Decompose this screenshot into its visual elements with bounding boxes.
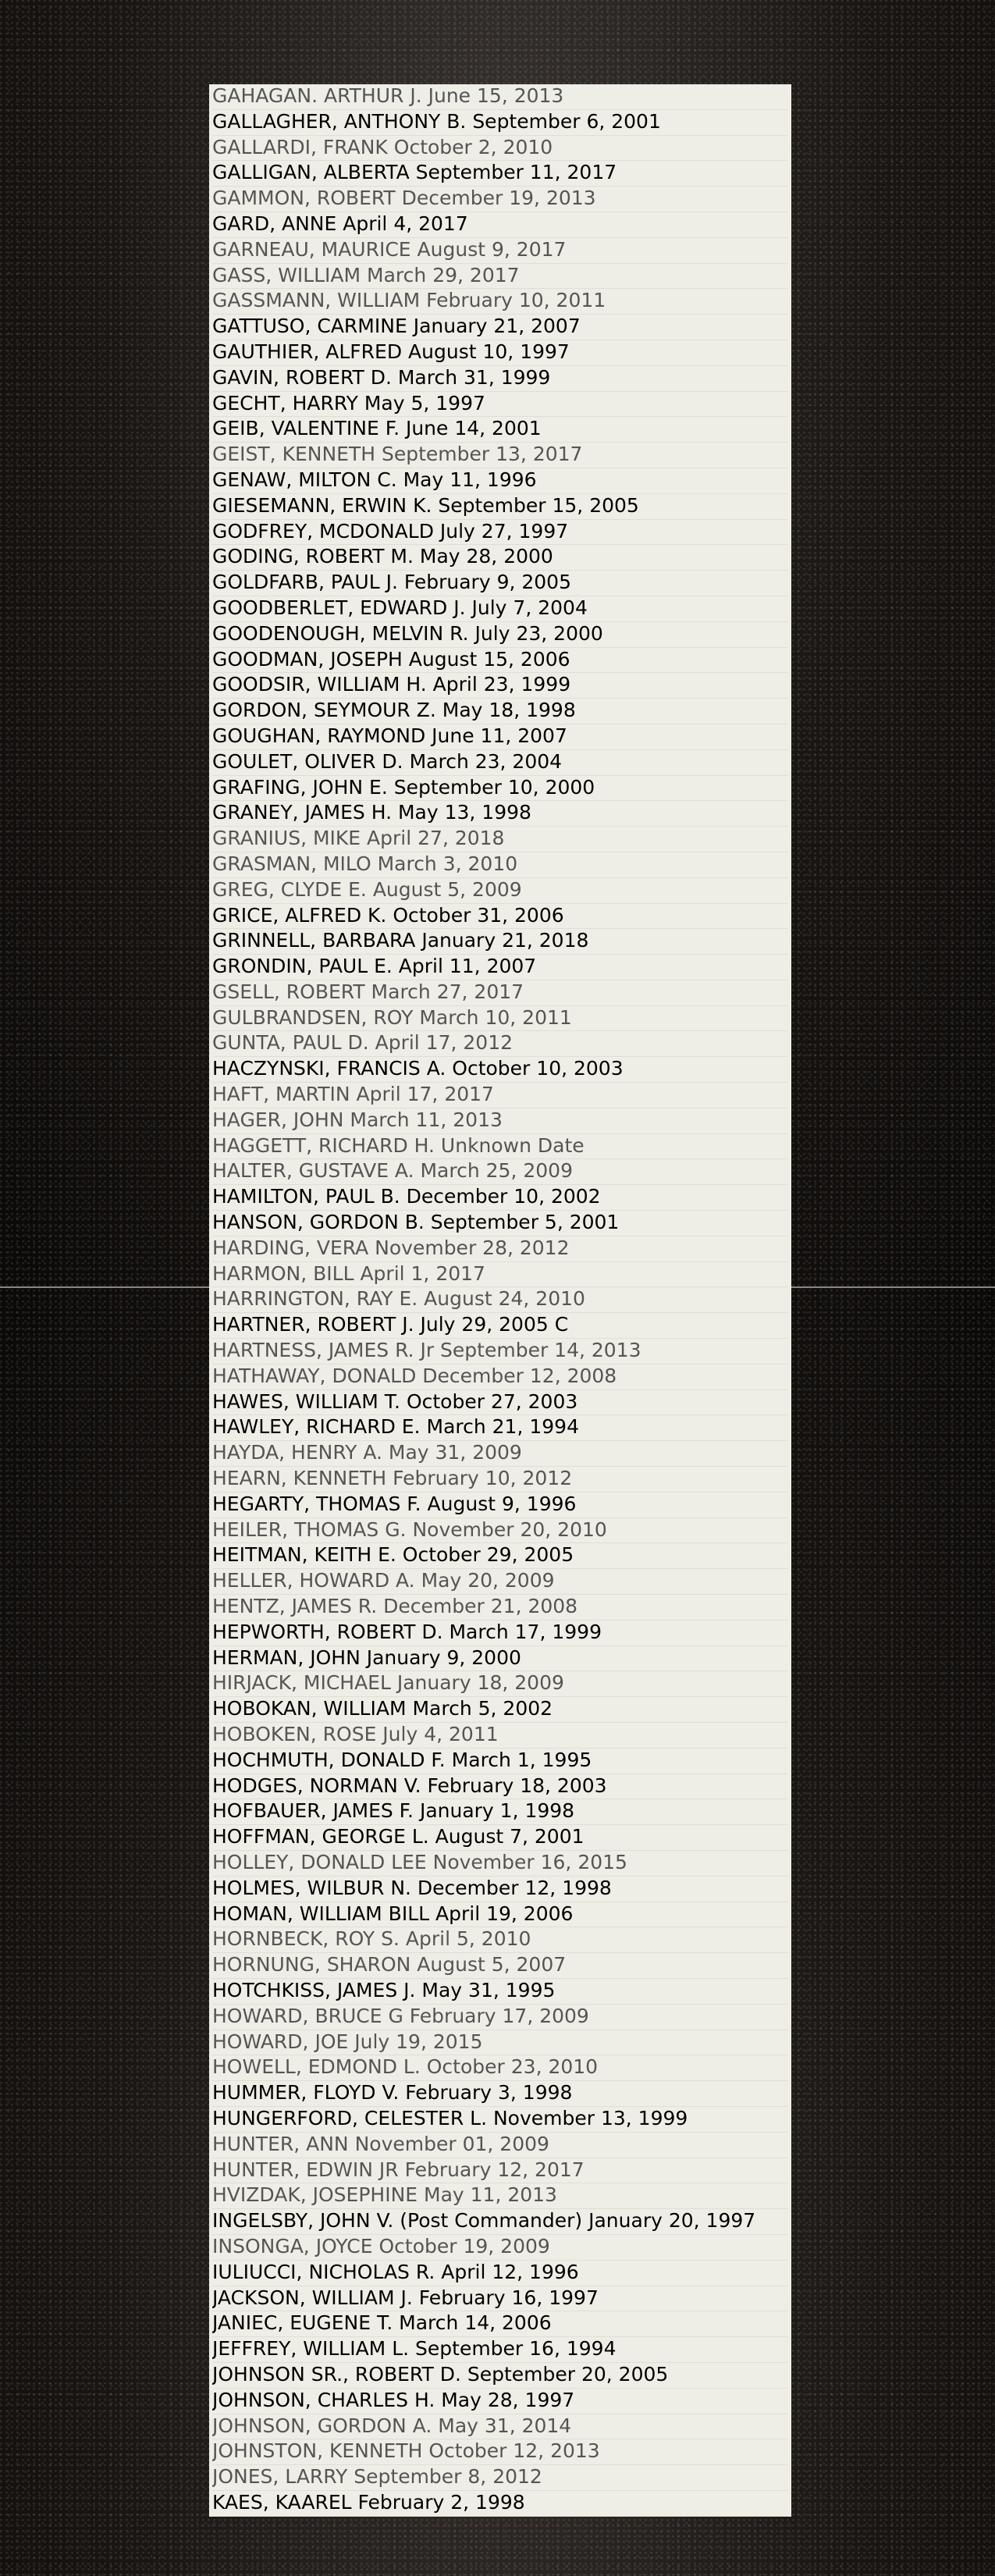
- memorial-entry: JOHNSTON, KENNETH October 12, 2013: [212, 2439, 788, 2465]
- memorial-entry: GREG, CLYDE E. August 5, 2009: [212, 878, 788, 904]
- memorial-entry: HOLMES, WILBUR N. December 12, 1998: [212, 1877, 788, 1902]
- memorial-entry: HOMAN, WILLIAM BILL April 19, 2006: [212, 1902, 788, 1928]
- memorial-name-list: [212, 84, 788, 2517]
- memorial-entry: HANSON, GORDON B. September 5, 2001: [212, 1211, 788, 1236]
- memorial-entry: GRICE, ALFRED K. October 31, 2006: [212, 904, 788, 930]
- memorial-entry: GAVIN, ROBERT D. March 31, 1999: [212, 366, 788, 392]
- memorial-entry: HOLLEY, DONALD LEE November 16, 2015: [212, 1851, 788, 1877]
- memorial-entry: GARNEAU, MAURICE August 9, 2017: [212, 238, 788, 264]
- memorial-entry: HUNTER, EDWIN JR February 12, 2017: [212, 2158, 788, 2184]
- memorial-entry: GECHT, HARRY May 5, 1997: [212, 392, 788, 418]
- memorial-entry: HOFFMAN, GEORGE L. August 7, 2001: [212, 1825, 788, 1851]
- memorial-entry: HOWARD, BRUCE G February 17, 2009: [212, 2005, 788, 2030]
- memorial-entry: HAYDA, HENRY A. May 31, 2009: [212, 1441, 788, 1467]
- memorial-entry: HARTNER, ROBERT J. July 29, 2005 C: [212, 1313, 788, 1339]
- memorial-entry: HVIZDAK, JOSEPHINE May 11, 2013: [212, 2183, 788, 2209]
- memorial-entry: HEPWORTH, ROBERT D. March 17, 1999: [212, 1621, 788, 1646]
- memorial-entry: HUNGERFORD, CELESTER L. November 13, 1999: [212, 2107, 788, 2133]
- memorial-entry: GRANEY, JAMES H. May 13, 1998: [212, 801, 788, 827]
- memorial-entry: GAMMON, ROBERT December 19, 2013: [212, 187, 788, 212]
- memorial-entry: GODFREY, MCDONALD July 27, 1997: [212, 520, 788, 546]
- memorial-entry: HOBOKAN, WILLIAM March 5, 2002: [212, 1697, 788, 1723]
- memorial-entry: HAGGETT, RICHARD H. Unknown Date: [212, 1134, 788, 1160]
- memorial-entry: HOWELL, EDMOND L. October 23, 2010: [212, 2055, 788, 2081]
- memorial-entry: HIRJACK, MICHAEL January 18, 2009: [212, 1671, 788, 1697]
- memorial-entry: HOBOKEN, ROSE July 4, 2011: [212, 1723, 788, 1749]
- memorial-entry: INSONGA, JOYCE October 19, 2009: [212, 2235, 788, 2261]
- memorial-entry: HEGARTY, THOMAS F. August 9, 1996: [212, 1493, 788, 1518]
- memorial-entry: GORDON, SEYMOUR Z. May 18, 1998: [212, 699, 788, 724]
- memorial-entry: INGELSBY, JOHN V. (Post Commander) January 20, 1997: [212, 2209, 788, 2235]
- memorial-entry: HARMON, BILL April 1, 2017: [212, 1262, 788, 1288]
- memorial-entry: GAHAGAN. ARTHUR J. June 15, 2013: [212, 84, 788, 110]
- memorial-entry: JEFFREY, WILLIAM L. September 16, 1994: [212, 2337, 788, 2363]
- memorial-entry: JOHNSON, GORDON A. May 31, 2014: [212, 2414, 788, 2440]
- memorial-entry: HERMAN, JOHN January 9, 2000: [212, 1646, 788, 1672]
- memorial-entry: HATHAWAY, DONALD December 12, 2008: [212, 1364, 788, 1390]
- memorial-entry: HAGER, JOHN March 11, 2013: [212, 1108, 788, 1134]
- memorial-entry: HUMMER, FLOYD V. February 3, 1998: [212, 2081, 788, 2107]
- memorial-entry: GOODBERLET, EDWARD J. July 7, 2004: [212, 596, 788, 622]
- memorial-entry: HAFT, MARTIN April 17, 2017: [212, 1083, 788, 1108]
- memorial-entry: GIESEMANN, ERWIN K. September 15, 2005: [212, 494, 788, 520]
- memorial-entry: GOUGHAN, RAYMOND June 11, 2007: [212, 724, 788, 750]
- memorial-entry: GASSMANN, WILLIAM February 10, 2011: [212, 289, 788, 315]
- memorial-entry: GOLDFARB, PAUL J. February 9, 2005: [212, 571, 788, 596]
- memorial-entry: GATTUSO, CARMINE January 21, 2007: [212, 315, 788, 340]
- memorial-entry: HARDING, VERA November 28, 2012: [212, 1236, 788, 1262]
- memorial-entry: HODGES, NORMAN V. February 18, 2003: [212, 1774, 788, 1800]
- memorial-entry: HUNTER, ANN November 01, 2009: [212, 2133, 788, 2158]
- memorial-entry: GEIST, KENNETH September 13, 2017: [212, 443, 788, 468]
- memorial-entry: GASS, WILLIAM March 29, 2017: [212, 264, 788, 290]
- memorial-entry: GEIB, VALENTINE F. June 14, 2001: [212, 417, 788, 443]
- memorial-entry: HORNBECK, ROY S. April 5, 2010: [212, 1927, 788, 1953]
- memorial-entry: HOTCHKISS, JAMES J. May 31, 1995: [212, 1979, 788, 2005]
- memorial-entry: GRASMAN, MILO March 3, 2010: [212, 852, 788, 878]
- memorial-entry: HEARN, KENNETH February 10, 2012: [212, 1467, 788, 1493]
- memorial-entry: JOHNSON, CHARLES H. May 28, 1997: [212, 2389, 788, 2414]
- memorial-entry: GARD, ANNE April 4, 2017: [212, 212, 788, 238]
- memorial-entry: HAMILTON, PAUL B. December 10, 2002: [212, 1185, 788, 1211]
- memorial-entry: JACKSON, WILLIAM J. February 16, 1997: [212, 2286, 788, 2312]
- memorial-entry: GENAW, MILTON C. May 11, 1996: [212, 468, 788, 494]
- memorial-entry: GOODSIR, WILLIAM H. April 23, 1999: [212, 673, 788, 699]
- memorial-entry: GALLIGAN, ALBERTA September 11, 2017: [212, 161, 788, 187]
- memorial-entry: KAES, KAAREL February 2, 1998: [212, 2491, 788, 2517]
- memorial-entry: GOULET, OLIVER D. March 23, 2004: [212, 750, 788, 776]
- memorial-entry: HARRINGTON, RAY E. August 24, 2010: [212, 1287, 788, 1313]
- memorial-entry: JONES, LARRY September 8, 2012: [212, 2465, 788, 2491]
- memorial-entry: GALLARDI, FRANK October 2, 2010: [212, 136, 788, 162]
- memorial-entry: GSELL, ROBERT March 27, 2017: [212, 980, 788, 1006]
- memorial-entry: GRINNELL, BARBARA January 21, 2018: [212, 929, 788, 955]
- memorial-entry: HACZYNSKI, FRANCIS A. October 10, 2003: [212, 1057, 788, 1083]
- memorial-entry: GAUTHIER, ALFRED August 10, 1997: [212, 340, 788, 366]
- memorial-entry: HARTNESS, JAMES R. Jr September 14, 2013: [212, 1339, 788, 1364]
- memorial-entry: GODING, ROBERT M. May 28, 2000: [212, 545, 788, 571]
- memorial-entry: GRANIUS, MIKE April 27, 2018: [212, 827, 788, 852]
- memorial-entry: HORNUNG, SHARON August 5, 2007: [212, 1953, 788, 1979]
- memorial-entry: HEILER, THOMAS G. November 20, 2010: [212, 1518, 788, 1544]
- memorial-entry: GRONDIN, PAUL E. April 11, 2007: [212, 955, 788, 980]
- memorial-entry: HOWARD, JOE July 19, 2015: [212, 2030, 788, 2056]
- memorial-entry: GULBRANDSEN, ROY March 10, 2011: [212, 1006, 788, 1032]
- memorial-entry: HAWES, WILLIAM T. October 27, 2003: [212, 1390, 788, 1416]
- memorial-entry: HEITMAN, KEITH E. October 29, 2005: [212, 1543, 788, 1569]
- memorial-name-panel: [209, 84, 791, 2517]
- memorial-entry: IULIUCCI, NICHOLAS R. April 12, 1996: [212, 2261, 788, 2286]
- memorial-entry: HALTER, GUSTAVE A. March 25, 2009: [212, 1159, 788, 1185]
- memorial-entry: HELLER, HOWARD A. May 20, 2009: [212, 1569, 788, 1595]
- memorial-entry: HOCHMUTH, DONALD F. March 1, 1995: [212, 1749, 788, 1774]
- memorial-entry: HAWLEY, RICHARD E. March 21, 1994: [212, 1415, 788, 1441]
- memorial-entry: JOHNSON SR., ROBERT D. September 20, 2005: [212, 2363, 788, 2389]
- memorial-entry: GOODENOUGH, MELVIN R. July 23, 2000: [212, 622, 788, 648]
- memorial-entry: GUNTA, PAUL D. April 17, 2012: [212, 1031, 788, 1057]
- memorial-entry: JANIEC, EUGENE T. March 14, 2006: [212, 2311, 788, 2337]
- memorial-entry: GRAFING, JOHN E. September 10, 2000: [212, 776, 788, 802]
- memorial-entry: HENTZ, JAMES R. December 21, 2008: [212, 1595, 788, 1621]
- memorial-entry: GALLAGHER, ANTHONY B. September 6, 2001: [212, 110, 788, 136]
- memorial-entry: GOODMAN, JOSEPH August 15, 2006: [212, 648, 788, 674]
- memorial-entry: HOFBAUER, JAMES F. January 1, 1998: [212, 1799, 788, 1825]
